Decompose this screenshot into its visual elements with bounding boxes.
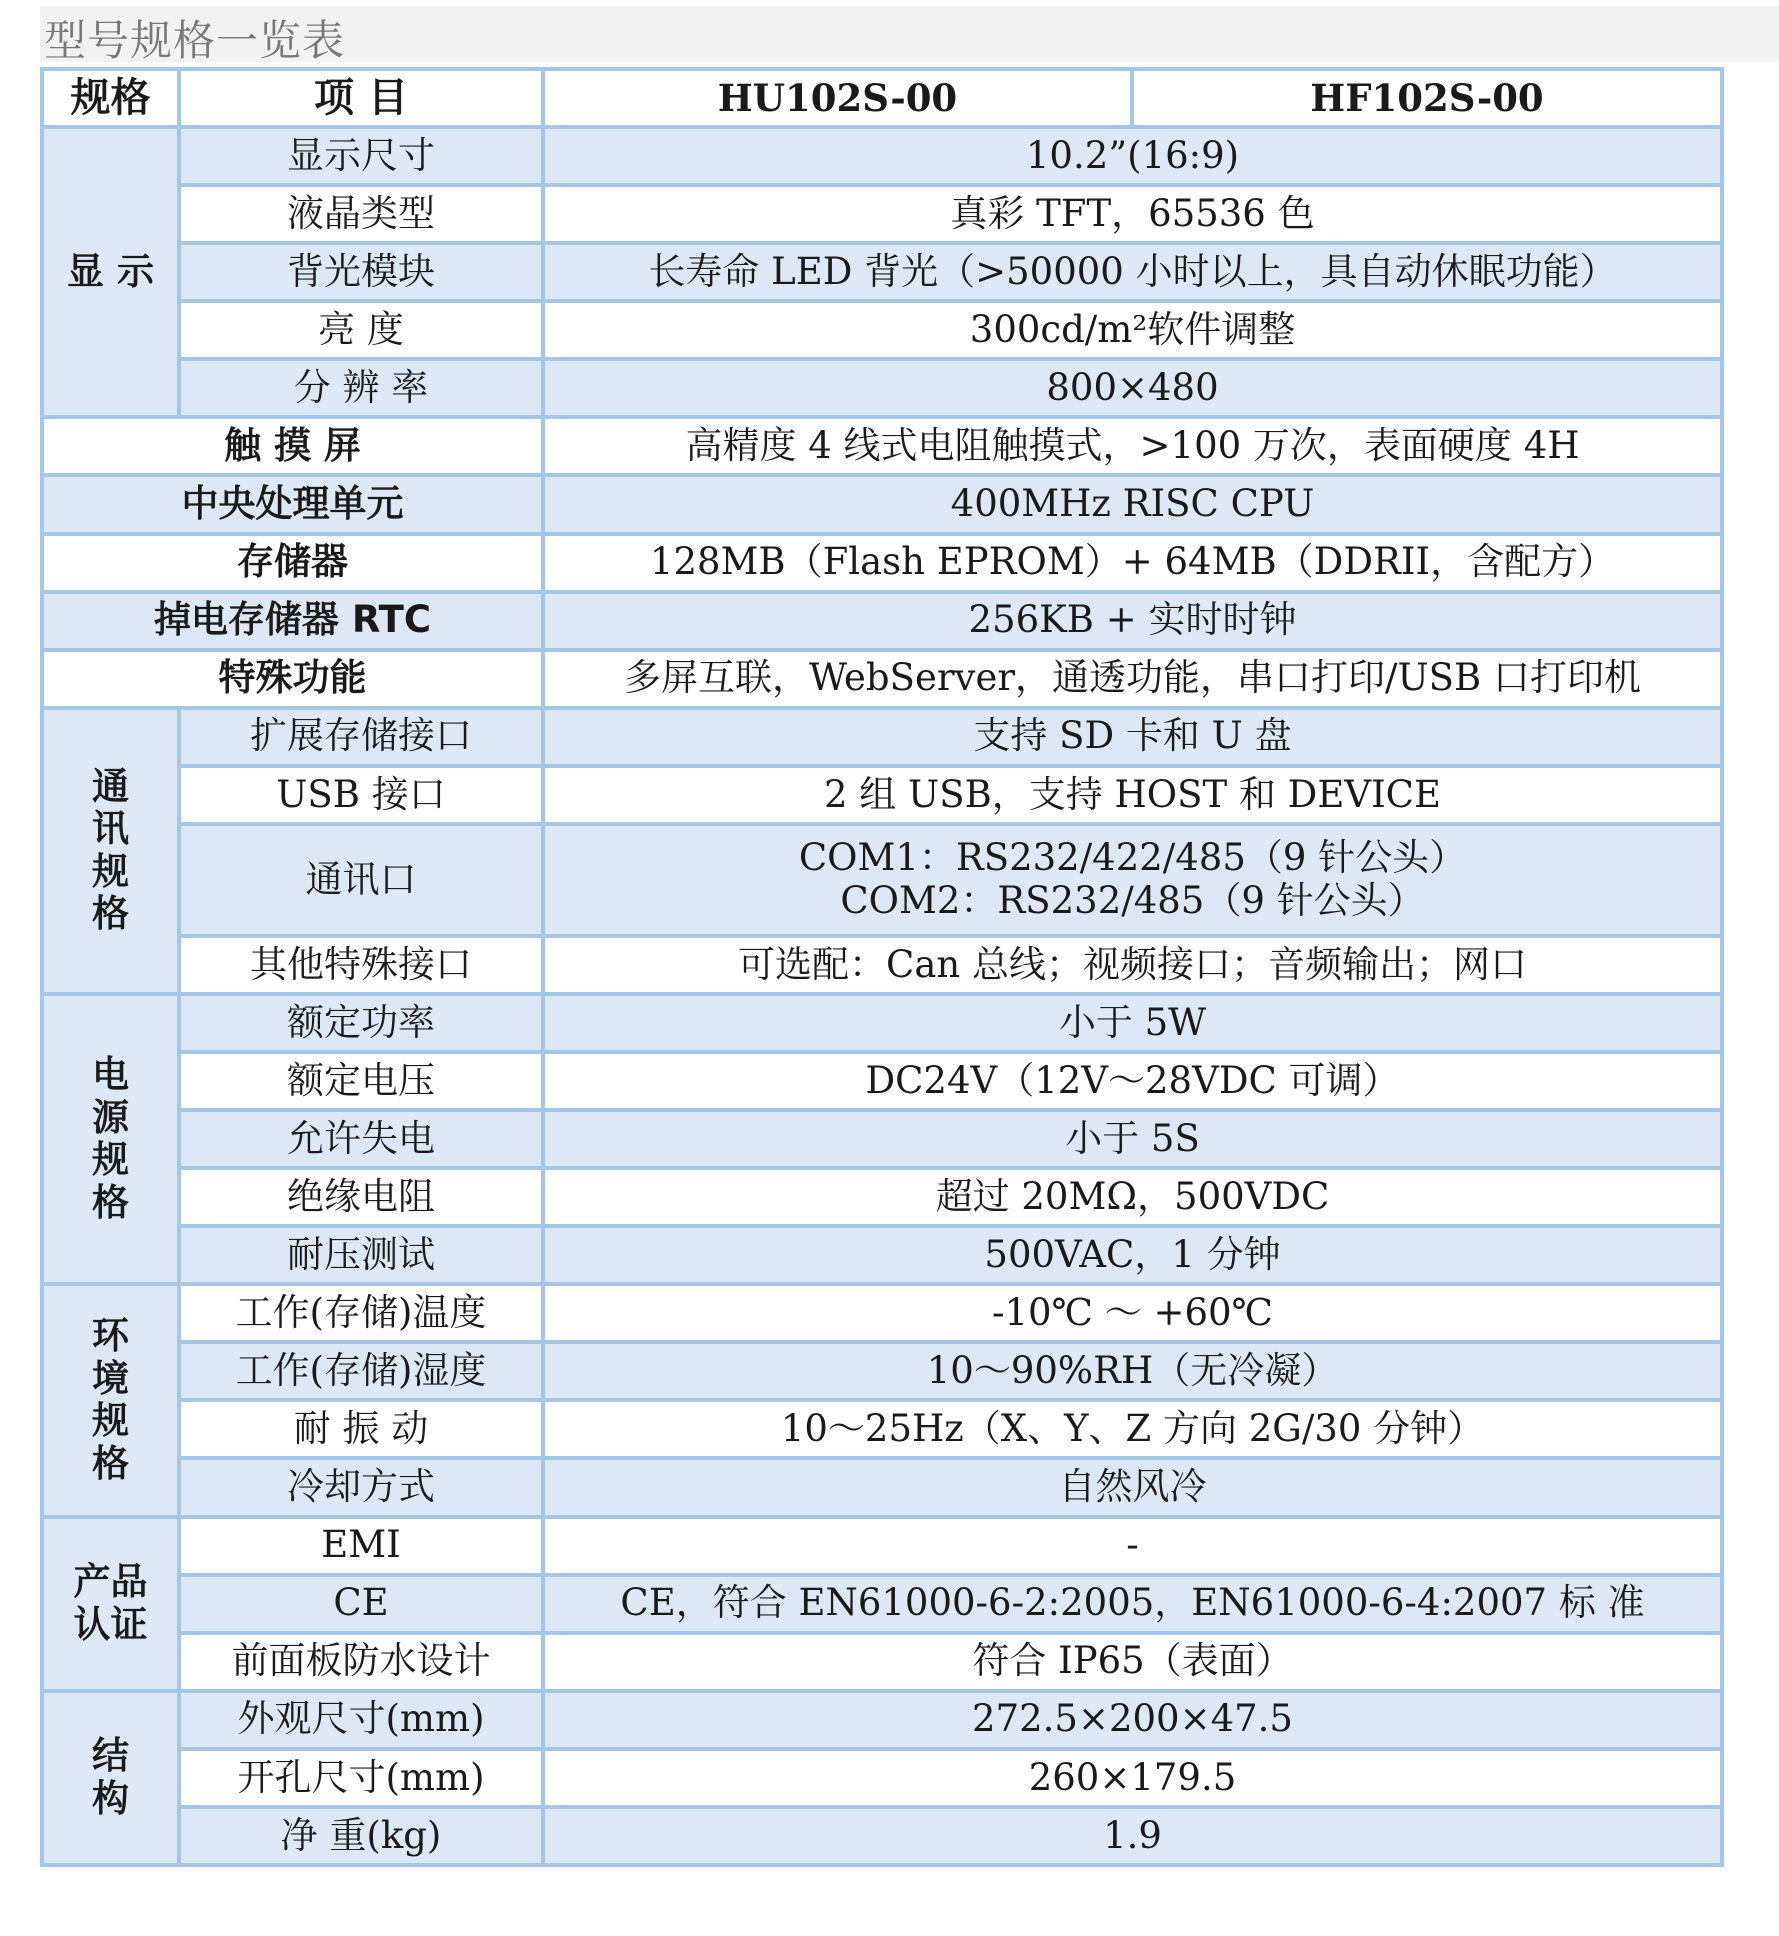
row-value: 400MHz RISC CPU <box>543 475 1722 533</box>
table-row <box>42 1284 1722 1342</box>
row-item: 存储器 <box>42 534 543 592</box>
header-model-hu102s: HU102S-00 <box>543 69 1132 127</box>
row-value: 272.5×200×47.5 <box>543 1691 1722 1749</box>
row-item: 工作(存储)温度 <box>179 1284 543 1342</box>
spec-table <box>40 67 1724 1867</box>
row-value: 256KB + 实时时钟 <box>543 592 1722 650</box>
table-row <box>42 1400 1722 1458</box>
category-char: 规 <box>92 849 129 893</box>
category-char: 源 <box>92 1095 129 1139</box>
table-row <box>42 1110 1722 1168</box>
row-value: DC24V（12V～28VDC 可调） <box>543 1052 1722 1110</box>
table-row <box>42 1052 1722 1110</box>
table-row <box>42 1226 1722 1284</box>
row-value: 多屏互联，WebServer，通透功能，串口打印/USB 口打印机 <box>543 650 1722 708</box>
category-comm <box>42 708 179 994</box>
row-value <box>543 824 1722 936</box>
table-row <box>42 1168 1722 1226</box>
row-item: 冷却方式 <box>179 1458 543 1516</box>
row-item: 触 摸 屏 <box>42 417 543 475</box>
category-char: 讯 <box>92 807 129 851</box>
row-value: 小于 5W <box>543 994 1722 1052</box>
row-value: 300cd/m²软件调整 <box>543 301 1722 359</box>
row-item: EMI <box>179 1517 543 1575</box>
table-row <box>42 1749 1722 1807</box>
header-spec: 规格 <box>42 69 179 127</box>
table-row <box>42 127 1722 185</box>
table-row <box>42 1633 1722 1691</box>
category-char: 格 <box>92 892 129 936</box>
row-value: -10℃ ～ +60℃ <box>543 1284 1722 1342</box>
row-item: CE <box>179 1575 543 1633</box>
row-value: 10.2”(16:9) <box>543 127 1722 185</box>
row-item: 额定电压 <box>179 1052 543 1110</box>
row-item: 掉电存储器 RTC <box>42 592 543 650</box>
row-value: 1.9 <box>543 1807 1722 1865</box>
row-value: 500VAC，1 分钟 <box>543 1226 1722 1284</box>
category-char: 电 <box>92 1053 129 1097</box>
row-item: 耐压测试 <box>179 1226 543 1284</box>
row-item: 允许失电 <box>179 1110 543 1168</box>
table-row <box>42 301 1722 359</box>
row-value-line: COM1：RS232/422/485（9 针公头） <box>798 836 1467 880</box>
row-item: 绝缘电阻 <box>179 1168 543 1226</box>
category-char: 规 <box>92 1399 129 1443</box>
row-item: 通讯口 <box>179 824 543 936</box>
row-value: 长寿命 LED 背光（>50000 小时以上，具自动休眠功能） <box>543 243 1722 301</box>
table-row <box>42 994 1722 1052</box>
row-item: 额定功率 <box>179 994 543 1052</box>
row-item: 工作(存储)湿度 <box>179 1342 543 1400</box>
table-row <box>42 417 1722 475</box>
row-value: 800×480 <box>543 359 1722 417</box>
row-value: 10～90%RH（无冷凝） <box>543 1342 1722 1400</box>
category-char: 显 <box>67 249 105 293</box>
row-item: 中央处理单元 <box>42 475 543 533</box>
category-char: 环 <box>92 1314 129 1358</box>
table-row <box>42 766 1722 824</box>
row-item: 前面板防水设计 <box>179 1633 543 1691</box>
row-item: 外观尺寸(mm) <box>179 1691 543 1749</box>
table-row <box>42 359 1722 417</box>
category-line: 产品 <box>73 1560 148 1604</box>
row-item: 显示尺寸 <box>179 127 543 185</box>
category-char: 构 <box>92 1776 129 1820</box>
row-value: 2 组 USB，支持 HOST 和 DEVICE <box>543 766 1722 824</box>
table-row <box>42 534 1722 592</box>
row-value-line: COM2：RS232/485（9 针公头） <box>840 878 1425 922</box>
row-value: 260×179.5 <box>543 1749 1722 1807</box>
row-item: 液晶类型 <box>179 185 543 243</box>
row-value: 超过 20MΩ，500VDC <box>543 1168 1722 1226</box>
row-value: 128MB（Flash EPROM）+ 64MB（DDRII，含配方） <box>543 534 1722 592</box>
table-row <box>42 1807 1722 1865</box>
row-value: 自然风冷 <box>543 1458 1722 1516</box>
table-row <box>42 475 1722 533</box>
category-char: 示 <box>116 249 154 293</box>
row-item: 背光模块 <box>179 243 543 301</box>
category-char: 格 <box>92 1180 129 1224</box>
table-row <box>42 708 1722 766</box>
row-value: 可选配：Can 总线；视频接口；音频输出；网口 <box>543 936 1722 994</box>
row-value: CE，符合 EN61000-6-2:2005，EN61000-6-4:2007 标 准 <box>543 1575 1722 1633</box>
row-item: 开孔尺寸(mm) <box>179 1749 543 1807</box>
table-row <box>42 1517 1722 1575</box>
table-row <box>42 185 1722 243</box>
row-value: - <box>543 1517 1722 1575</box>
category-char: 通 <box>92 764 129 808</box>
table-row <box>42 936 1722 994</box>
row-item: 净 重(kg) <box>179 1807 543 1865</box>
row-item: 其他特殊接口 <box>179 936 543 994</box>
row-value: 高精度 4 线式电阻触摸式，>100 万次，表面硬度 4H <box>543 417 1722 475</box>
row-item: USB 接口 <box>179 766 543 824</box>
category-char: 格 <box>92 1441 129 1485</box>
page-title: 型号规格一览表 <box>44 16 346 65</box>
category-char: 结 <box>92 1734 129 1778</box>
table-row <box>42 1691 1722 1749</box>
category-power <box>42 994 179 1284</box>
row-value: 支持 SD 卡和 U 盘 <box>543 708 1722 766</box>
table-row <box>42 1458 1722 1516</box>
row-value: 10～25Hz（X、Y、Z 方向 2G/30 分钟） <box>543 1400 1722 1458</box>
row-item: 耐 振 动 <box>179 1400 543 1458</box>
row-value: 符合 IP65（表面） <box>543 1633 1722 1691</box>
header-item: 项 目 <box>179 69 543 127</box>
table-row <box>42 824 1722 936</box>
category-structure <box>42 1691 179 1865</box>
category-line: 认证 <box>73 1602 148 1646</box>
category-cert <box>42 1517 179 1691</box>
category-char: 规 <box>92 1138 129 1182</box>
category-env <box>42 1284 179 1516</box>
header-model-hf102s: HF102S-00 <box>1132 69 1722 127</box>
row-value: 真彩 TFT，65536 色 <box>543 185 1722 243</box>
row-item: 亮 度 <box>179 301 543 359</box>
row-value: 小于 5S <box>543 1110 1722 1168</box>
table-header-row <box>42 69 1722 127</box>
category-display <box>42 127 179 417</box>
table-row <box>42 243 1722 301</box>
row-item: 分 辨 率 <box>179 359 543 417</box>
row-item: 扩展存储接口 <box>179 708 543 766</box>
table-row <box>42 1575 1722 1633</box>
category-char: 境 <box>92 1356 129 1400</box>
table-row <box>42 592 1722 650</box>
table-row <box>42 1342 1722 1400</box>
row-item: 特殊功能 <box>42 650 543 708</box>
table-row <box>42 650 1722 708</box>
